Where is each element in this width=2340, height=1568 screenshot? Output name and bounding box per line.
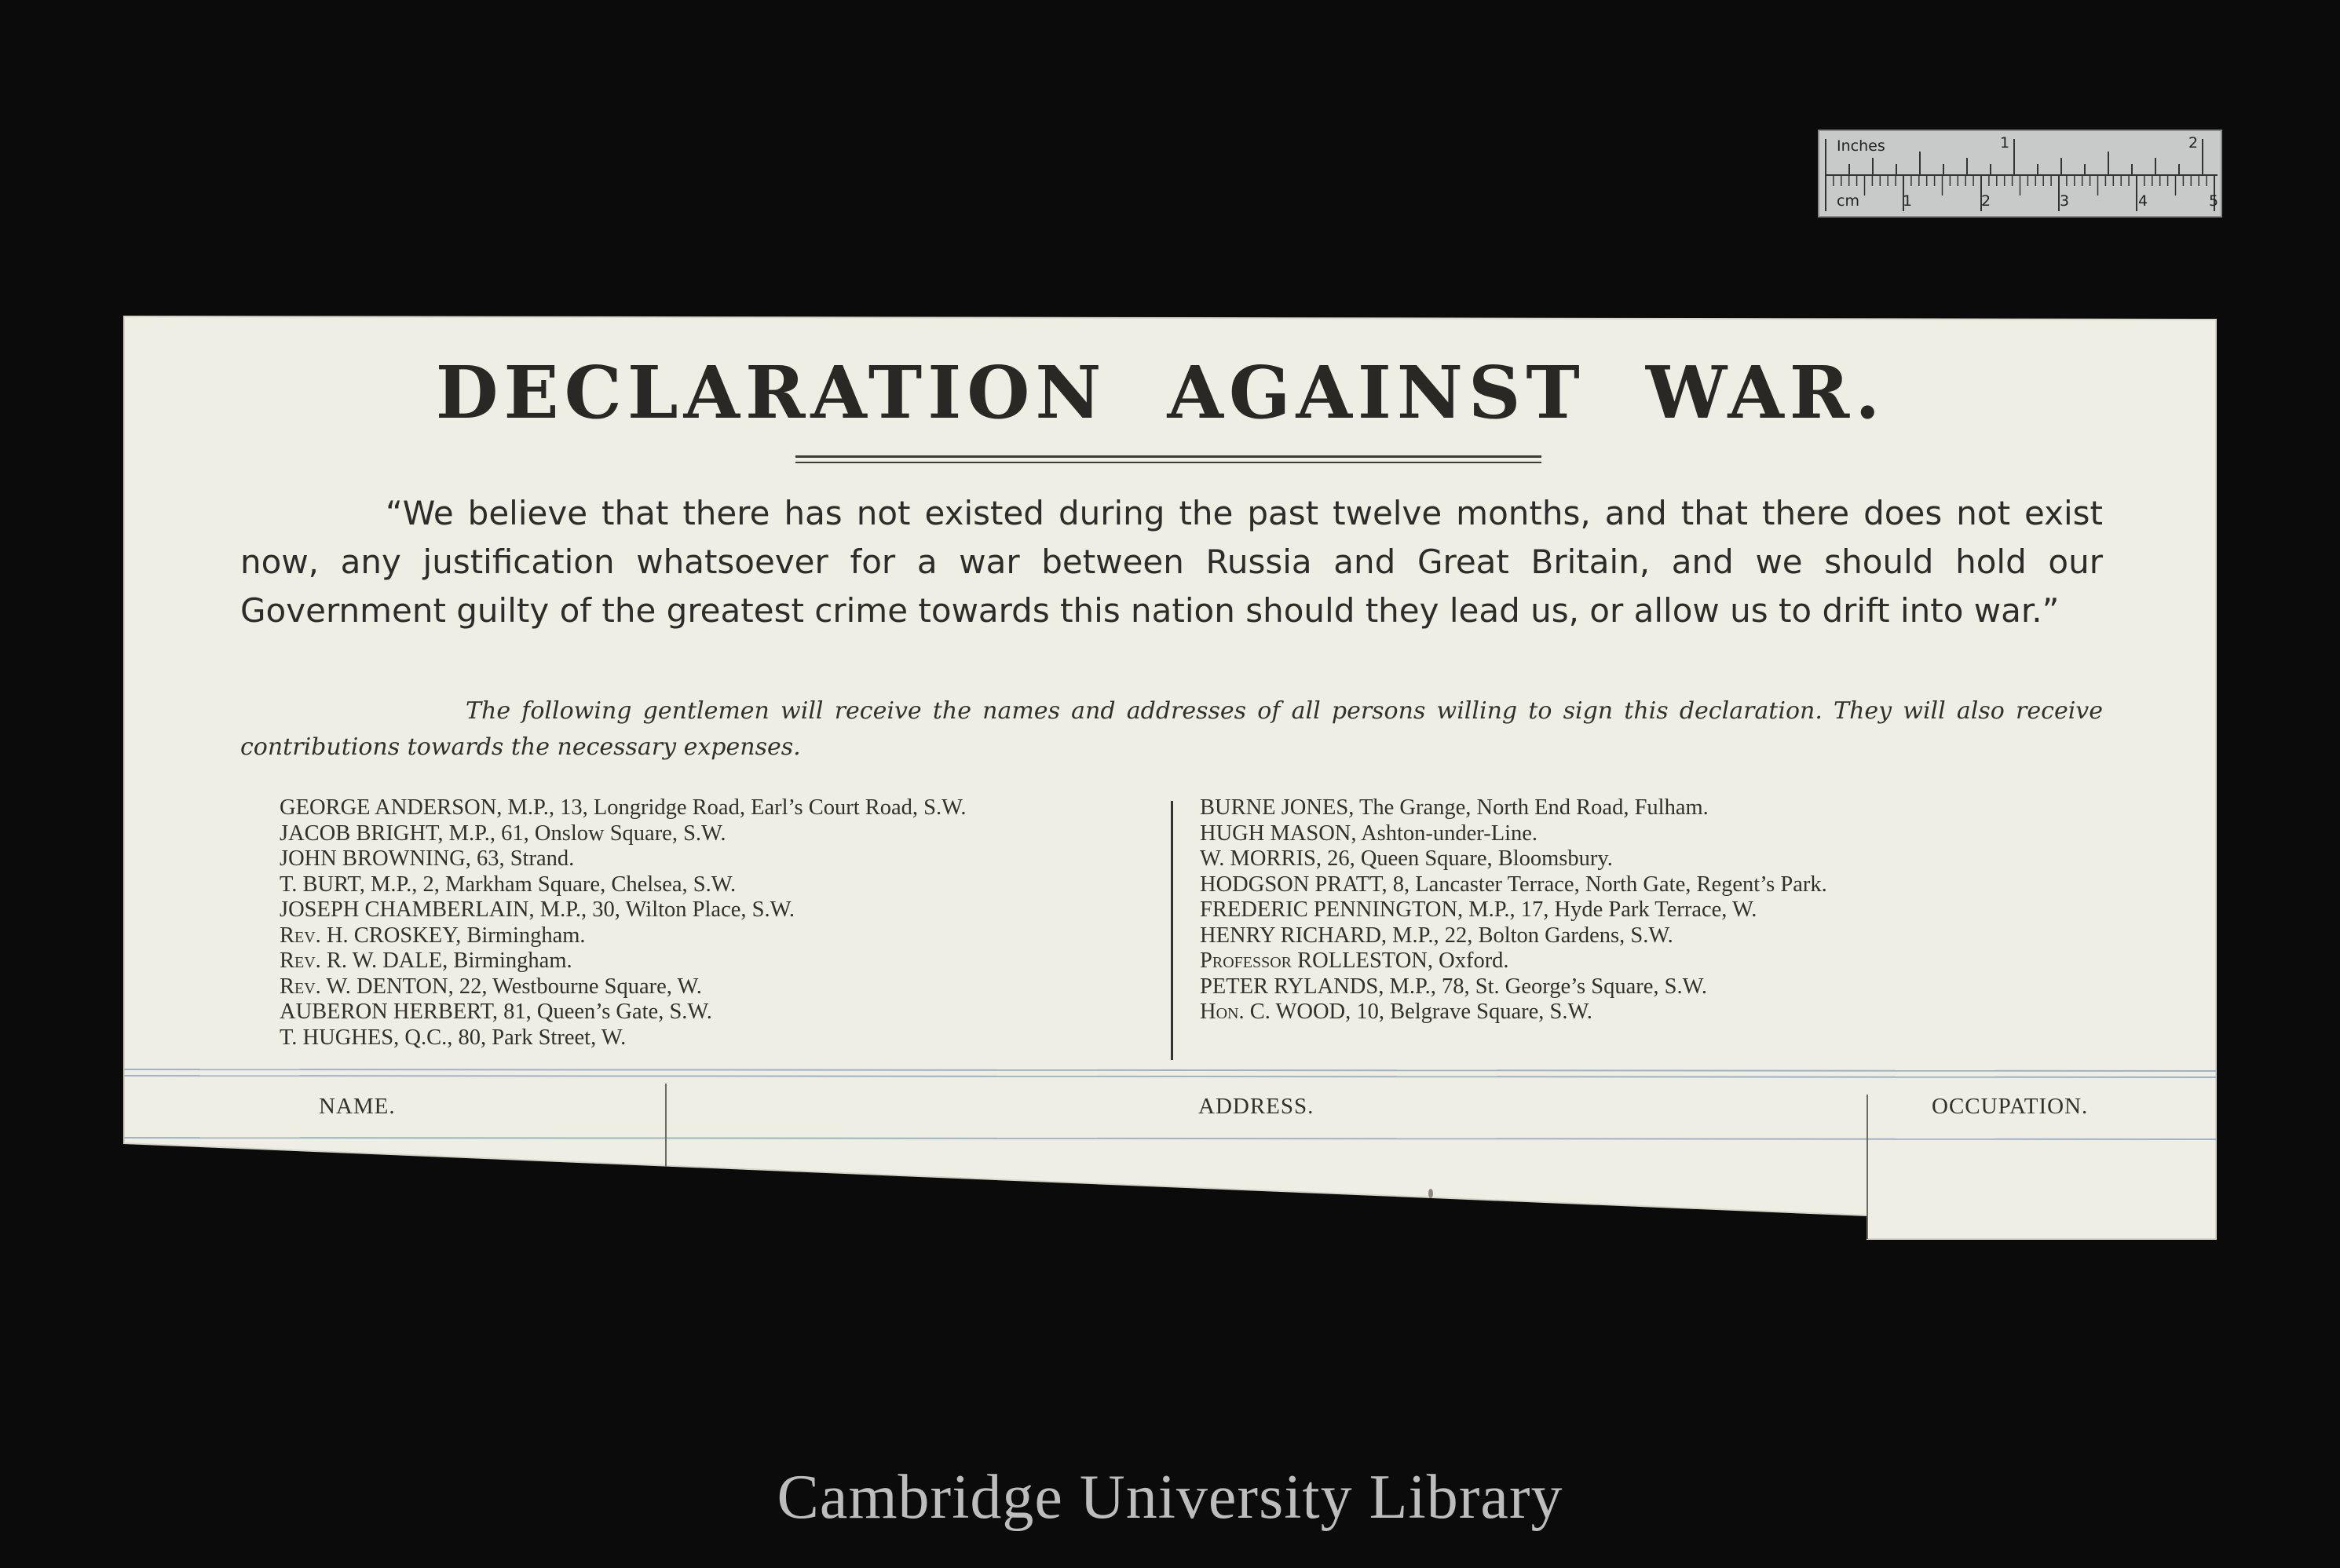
quote-line-1: “We believe that there has not existed during the past twelve months, and that there does (386, 494, 1943, 532)
ruler-cm-number-3: 3 (2060, 192, 2070, 210)
quote-line-2: not exist now, any justification whatsoever for a war between Russia and Great Britain, and we should (240, 494, 2104, 581)
ruler-cm-number-2: 2 (1981, 192, 1991, 210)
ruler-inch-number-2: 2 (2188, 134, 2199, 152)
ruler-inch-number-1: 1 (2000, 134, 2010, 152)
table-header-name: NAME. (319, 1094, 396, 1119)
signatory: Rev. H. CROSKEY, Birmingham. (280, 923, 586, 948)
ruler-cm-number-4: 4 (2138, 192, 2148, 210)
signatory: HENRY RICHARD, M.P., 22, Bolton Gardens, S.W. (1200, 923, 1673, 948)
library-footer: Cambridge University Library (777, 1463, 1563, 1532)
signatory: Rev. R. W. DALE, Birmingham. (280, 948, 572, 973)
signatories-left-column (280, 795, 1292, 1051)
quote-line-3: hold our Government guilty of the greatest crime towards this nation should they lead us, or allow us (240, 543, 2103, 630)
intro-line-2: contributions towards the necessary expenses. (240, 733, 801, 761)
signatory: Hon. C. WOOD, 10, Belgrave Square, S.W. (1200, 1000, 1592, 1024)
signatory: HUGH MASON, Ashton-under-Line. (1200, 821, 1538, 846)
signatory: JACOB BRIGHT, M.P., 61, Onslow Square, S.W. (280, 821, 726, 846)
quote-line-4: to drift into war.” (1778, 591, 2060, 630)
signatories-column-divider (1171, 801, 1173, 1060)
signatories-right-column (1200, 795, 2064, 1025)
signatory: Rev. W. DENTON, 22, Westbourne Square, W. (280, 974, 702, 999)
title-underline (795, 455, 1541, 463)
ruler-cm-number-5: 5 (2209, 192, 2219, 210)
ruler-cm-number-1: 1 (1903, 192, 1913, 210)
signatory: BURNE JONES, The Grange, North End Road, Fulham. (1200, 795, 1709, 820)
table-header-occupation: OCCUPATION. (1932, 1094, 2089, 1119)
signatory: JOHN BROWNING, 63, Strand. (280, 846, 575, 871)
document-title: DECLARATION AGAINST WAR. (435, 350, 1886, 435)
declaration-quote (240, 489, 2103, 635)
signatory: PETER RYLANDS, M.P., 78, St. George’s Square, S.W. (1200, 974, 1708, 999)
signatory: AUBERON HERBERT, 81, Queen’s Gate, S.W. (280, 1000, 712, 1024)
signatory: T. HUGHES, Q.C., 80, Park Street, W. (280, 1025, 627, 1050)
signatories-intro (240, 693, 2103, 766)
ruler-inches-label: Inches (1837, 137, 1885, 155)
intro-line-1: The following gentlemen will receive the names and addresses of all persons willing to sign this declaration. They will also receive (466, 697, 2103, 725)
signatory: HODGSON PRATT, 8, Lancaster Terrace, North Gate, Regent’s Park. (1200, 872, 1827, 897)
signatory: Professor ROLLESTON, Oxford. (1200, 948, 1509, 973)
signatory: GEORGE ANDERSON, M.P., 13, Longridge Road, Earl’s Court Road, S.W. (280, 795, 967, 820)
signatory: W. MORRIS, 26, Queen Square, Bloomsbury. (1200, 846, 1613, 871)
document-content (124, 320, 2214, 1239)
signatory: FREDERIC PENNINGTON, M.P., 17, Hyde Park Terrace, W. (1200, 897, 1757, 922)
signatory: T. BURT, M.P., 2, Markham Square, Chelsea, S.W. (280, 872, 737, 897)
table-header-address: ADDRESS. (1198, 1094, 1314, 1119)
ruler-cm-label: cm (1837, 192, 1859, 210)
signatory: JOSEPH CHAMBERLAIN, M.P., 30, Wilton Place, S.W. (280, 897, 795, 922)
